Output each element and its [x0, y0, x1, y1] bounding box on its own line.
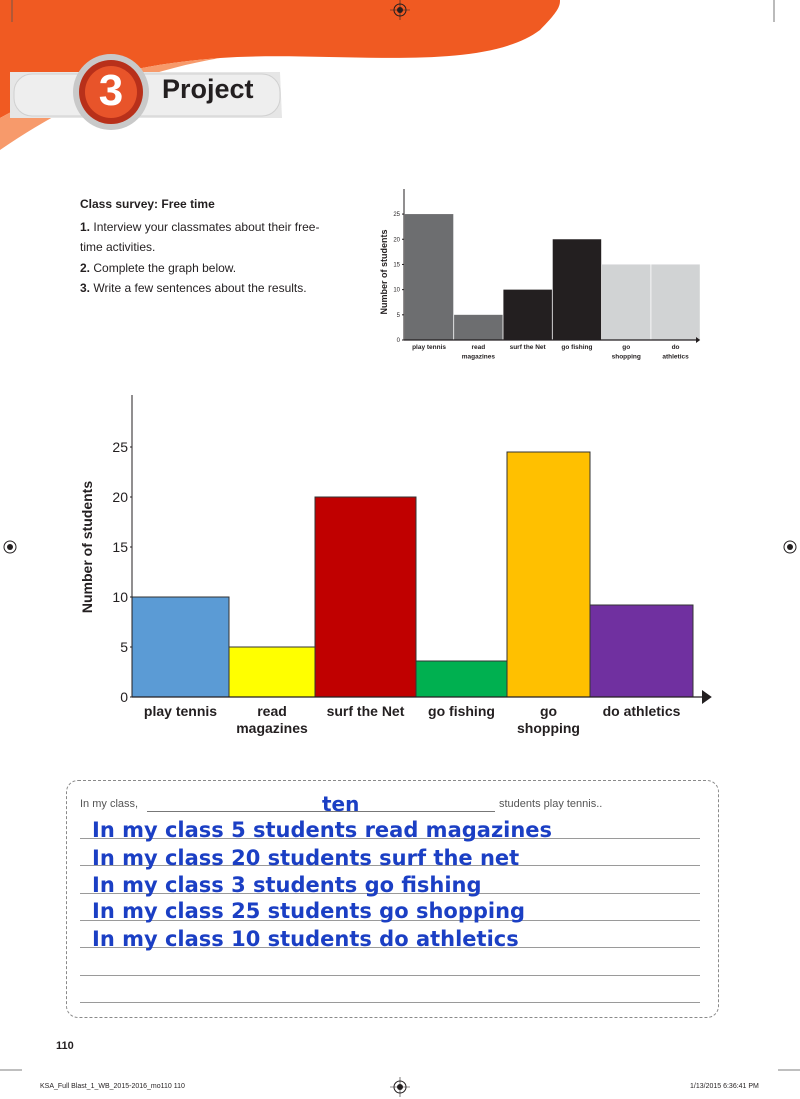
x-category-label: go — [539, 703, 558, 719]
bar-read-magazines — [454, 315, 503, 340]
bar-do-athletics — [651, 264, 700, 340]
class-bar-chart — [70, 385, 720, 745]
x-category-label: athletics — [662, 353, 689, 361]
writing-line — [80, 1002, 700, 1003]
sentence-prefix: In my class, — [80, 798, 139, 810]
y-tick-label: 20 — [112, 488, 128, 505]
handwritten-sentence[interactable]: In my class 25 students go shopping — [92, 899, 526, 923]
page-number: 110 — [56, 1040, 74, 1052]
x-category-label: shopping — [517, 720, 580, 736]
x-category-label: play tennis — [412, 344, 447, 351]
registration-mark — [390, 1077, 410, 1097]
y-tick-label: 10 — [112, 588, 128, 605]
y-tick-label: 15 — [393, 262, 400, 269]
bar-go-fishing — [416, 661, 507, 697]
bar-play-tennis — [132, 597, 229, 697]
registration-mark — [780, 537, 800, 557]
x-category-label: do — [671, 344, 680, 351]
y-tick-label: 0 — [396, 338, 400, 345]
bar-read-magazines — [229, 647, 315, 697]
y-tick-label: 25 — [393, 212, 400, 219]
bar-play-tennis — [405, 214, 454, 340]
y-tick-label: 10 — [393, 287, 400, 294]
unit-number: 3 — [98, 66, 124, 115]
y-tick-label: 25 — [112, 438, 128, 455]
bar-go-shopping — [602, 264, 651, 340]
footer-timestamp: 1/13/2015 6:36:41 PM — [690, 1083, 759, 1090]
step-number: 2. — [80, 261, 91, 275]
handwritten-sentence[interactable]: In my class 10 students do athletics — [92, 927, 519, 951]
step-text: Write a few sentences about the results. — [93, 281, 307, 295]
x-category-label: go — [622, 344, 631, 351]
x-category-label: surf the Net — [509, 344, 546, 351]
footer-file-info: KSA_Full Blast_1_WB_2015-2016_mo110 110 — [40, 1083, 185, 1090]
x-category-label: do athletics — [602, 703, 681, 719]
x-category-label: shopping — [611, 353, 641, 361]
bar-go-fishing — [553, 239, 602, 340]
instruction-step — [80, 258, 330, 278]
x-category-label: go fishing — [561, 344, 593, 351]
y-tick-label: 0 — [120, 688, 128, 705]
handwritten-sentence[interactable]: In my class 5 students read magazines — [92, 818, 553, 842]
bar-surf-the-net — [315, 497, 416, 697]
handwritten-sentence[interactable]: In my class 3 students go fishing — [92, 873, 482, 897]
example-bar-chart — [370, 185, 710, 365]
registration-mark — [0, 537, 20, 557]
answer-blank-line — [147, 811, 495, 812]
y-axis-label: Number of students — [79, 480, 95, 614]
y-tick-label: 5 — [396, 312, 400, 319]
x-category-label: surf the Net — [326, 703, 405, 719]
x-axis-arrow — [702, 690, 712, 704]
handwritten-answer[interactable]: ten — [322, 792, 360, 816]
step-number: 3. — [80, 281, 91, 295]
bar-surf-the-net — [503, 290, 552, 340]
page-title: Project — [162, 74, 254, 104]
handwritten-sentence[interactable]: In my class 20 students surf the net — [92, 846, 520, 870]
x-category-label: magazines — [461, 353, 495, 361]
survey-title: Class survey: Free time — [80, 197, 215, 211]
x-category-label: read — [471, 344, 486, 351]
footer-marks — [0, 1062, 800, 1099]
step-text: Interview your classmates about their free-time activities. — [80, 220, 320, 254]
writing-line — [80, 975, 700, 976]
y-tick-label: 15 — [112, 538, 128, 555]
step-text: Complete the graph below. — [93, 261, 237, 275]
instruction-step — [80, 217, 330, 257]
x-category-label: play tennis — [143, 703, 218, 719]
x-category-label: read — [257, 703, 287, 719]
bar-go-shopping — [507, 452, 590, 697]
bar-do-athletics — [590, 605, 693, 697]
sentence-suffix: students play tennis.. — [499, 798, 603, 810]
step-number: 1. — [80, 220, 91, 234]
instruction-step — [80, 278, 330, 298]
y-tick-label: 5 — [120, 638, 128, 655]
x-category-label: magazines — [236, 720, 308, 736]
x-category-label: go fishing — [428, 703, 495, 719]
y-axis-label: Number of students — [379, 229, 389, 315]
y-tick-label: 20 — [393, 237, 400, 244]
